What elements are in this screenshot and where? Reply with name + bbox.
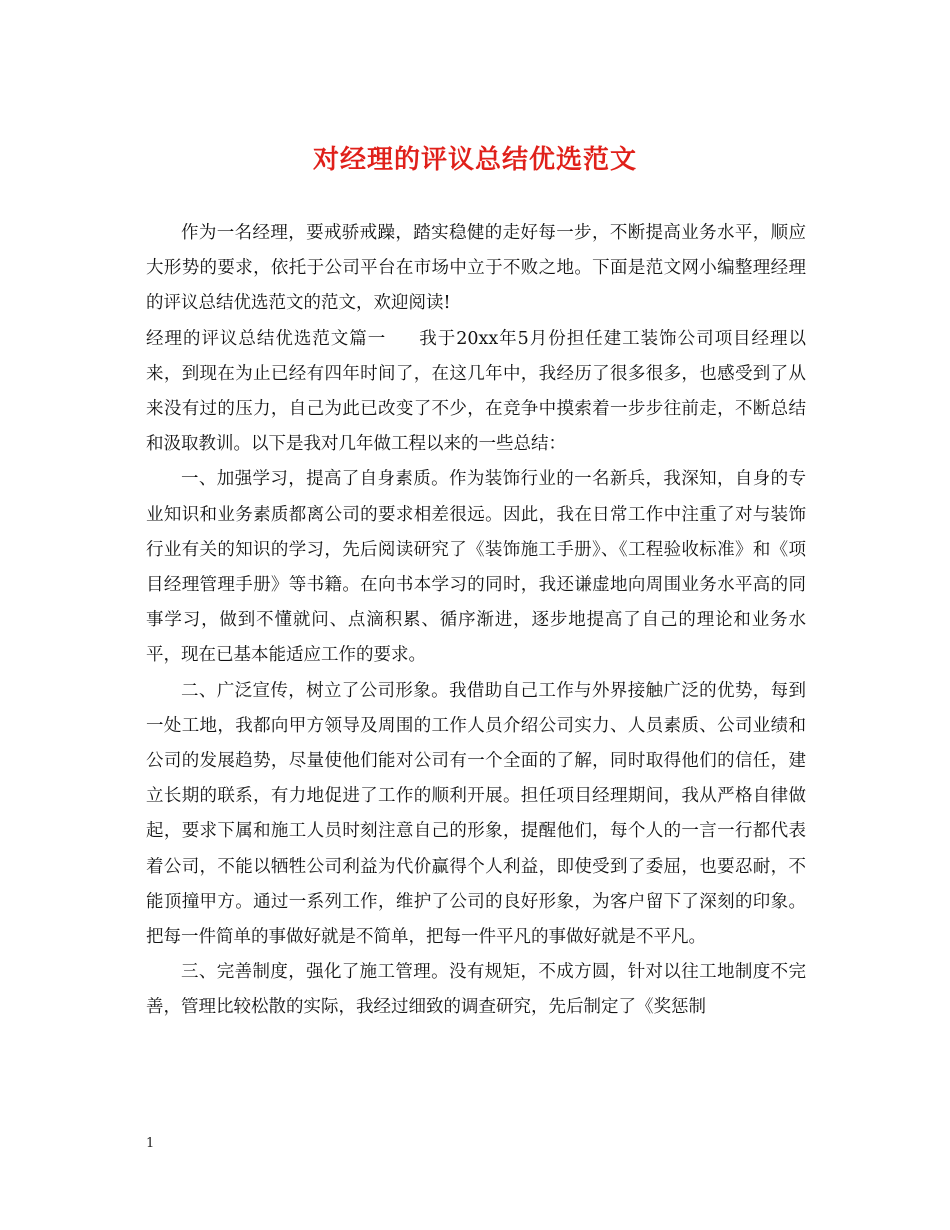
document-body [146,216,806,1026]
body-paragraph-publicity: 二、广泛宣传，树立了公司形象。我借助自己工作与外界接触广泛的优势，每到一处工地，我都向甲方领导及周围的工作人员介绍公司实力、人员素质、公司业绩和公司的发展趋势，尽量使他们能对公司有一个全面的了解，同时取得他们的信任，建立长期的联系，有力地促进了工作的顺利开展。担任项目经理期间，我从严格自律做起，要求下属和施工人员时刻注意自己的形象，提醒他们，每个人的一言一行都代表着公司，不能以牺牲公司利益为代价赢得个人利益，即使受到了委屈，也要忍耐，不能顶撞甲方。通过一系列工作，维护了公司的良好形象，为客户留下了深刻的印象。把每一件简单的事做好就是不简单，把每一件平凡的事做好就是不平凡。 [146,680,806,948]
document-title: 对经理的评议总结优选范文 [312,145,637,175]
page-number: 1 [146,1136,155,1151]
body-paragraph-management: 三、完善制度，强化了施工管理。没有规矩，不成方圆，针对以往工地制度不完善，管理比较松散的实际，我经过细致的调查研究，先后制定了《奖惩制 [146,962,806,1018]
body-paragraph-study: 一、加强学习，提高了自身素质。作为装饰行业的一名新兵，我深知，自身的专业知识和业务素质都离公司的要求相差很远。因此，我在日常工作中注重了对与装饰行业有关的知识的学习，先后阅读研究了《装饰施工手册》、《工程验收标准》和《项目经理管理手册》等书籍。在向书本学习的同时，我还谦虚地向周围业务水平高的同事学习，做到不懂就问、点滴积累、循序渐进，逐步地提高了自己的理论和业务水平，现在已基本能适应工作的要求。 [146,469,806,666]
intro-paragraph: 作为一名经理，要戒骄戒躁，踏实稳健的走好每一步，不断提高业务水平，顺应大形势的要求，依托于公司平台在市场中立于不败之地。下面是范文网小编整理经理的评议总结优选范文的范文，欢迎阅读! [146,223,806,314]
section-first-block [146,322,806,463]
section-heading: 经理的评议总结优选范文篇一 [146,328,387,349]
section-first-paragraph: 我于20xx年5月份担任建工装饰公司项目经理以来，到现在为止已经有四年时间了，在这几年中，我经历了很多很多，也感受到了从来没有过的压力，自己为此已改变了不少，在竞争中摸索着一步步往前走，不断总结和汲取教训。以下是我对几年做工程以来的一些总结： [146,328,807,455]
